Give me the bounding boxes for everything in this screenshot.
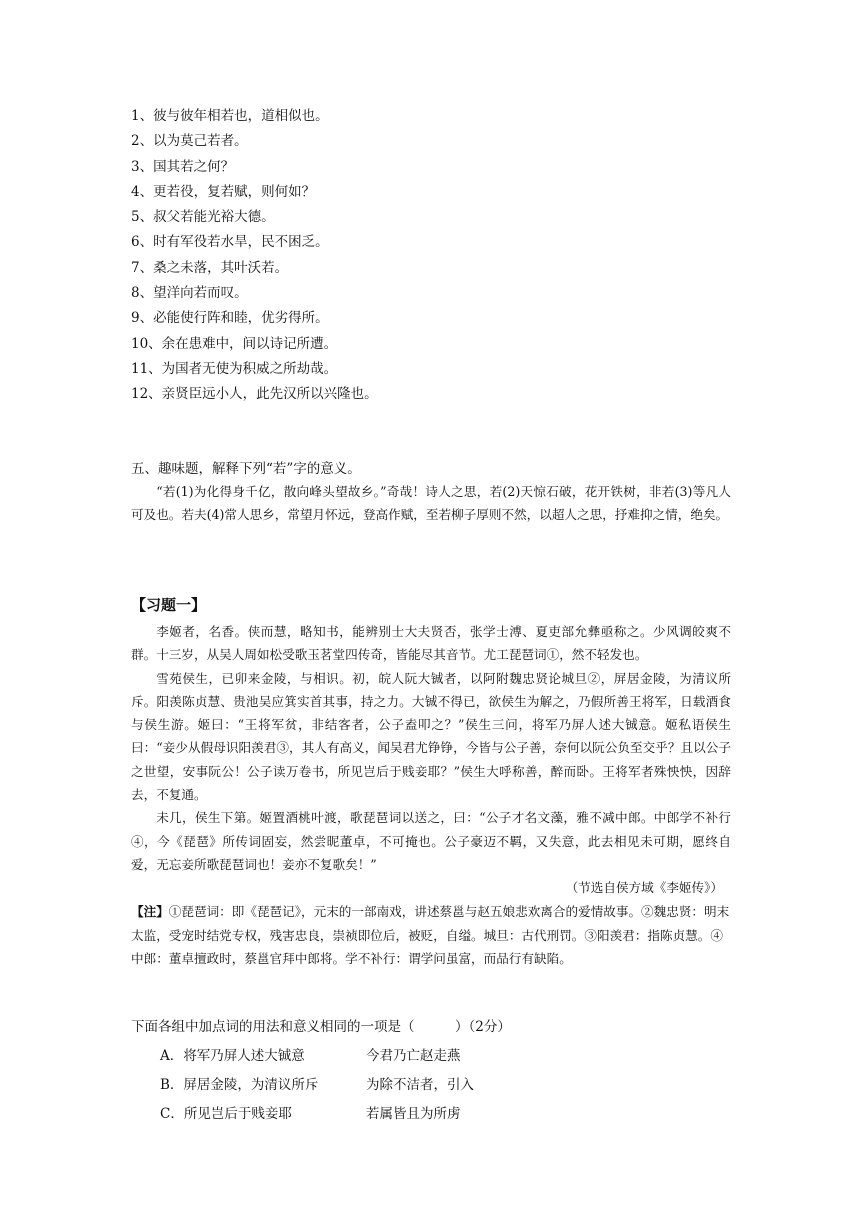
section-heading: 五、趣味题，解释下列“若”字的意义。 <box>131 461 361 477</box>
option-left: C．所见岂后于贱妾耶 <box>160 1106 292 1122</box>
option-left: B．屏居金陵，为清议所斥 <box>160 1077 319 1093</box>
option-a <box>160 1045 461 1067</box>
option-b <box>160 1074 474 1096</box>
exercise-one <box>131 592 731 970</box>
list-item: 10、余在患难中，间以诗记所遭。 <box>131 335 338 352</box>
list-item: 8、望洋向若而叹。 <box>131 285 248 302</box>
list-item: 11、为国者无使为积威之所劫哉。 <box>131 360 338 377</box>
list-item: 9、必能使行阵和睦，优劣得所。 <box>131 310 329 327</box>
passage-paragraph-1: 李姬者，名香。侠而慧，略知书，能辨别士大夫贤否，张学士溥、夏吏部允彝亟称之。少风调皎爽不群。十三岁，从吴人周如松受歌玉茗堂四传奇，皆能尽其音节。尤工琵琶词①，然不轻发也。 <box>131 624 731 663</box>
list-item: 1、彼与彼年相若也，道相似也。 <box>131 108 329 124</box>
option-right: 今君乃亡赵走燕 <box>366 1048 461 1064</box>
passage-source: （节选自侯方域《李姬传》） <box>565 880 723 896</box>
option-right: 为除不洁者，引入 <box>366 1077 474 1093</box>
exercise-title: 【习题一】 <box>131 596 207 614</box>
list-item: 6、时有军役若水旱，民不困乏。 <box>131 234 329 251</box>
option-right: 若属皆且为所虏 <box>366 1106 461 1122</box>
passage-paragraph-2: 雪苑侯生，已卯来金陵，与相识。初，皖人阮大铖者，以阿附魏忠贤论城旦②，屏居金陵，为清议所斥。阳羡陈贞慧、贵池吴应箕实首其事，持之力。大铖不得已，欲侯生为解之，乃假所善王将军，日载酒食与侯生游。姬曰：“王将军贫，非结客者，公子盍叩之？”侯生三问，将军乃屏人述大铖意。姬私语侯生曰：“妾少从假母识阳羡君③，其人有高义，闻吴君尤铮铮，今皆与公子善，奈何以阮公负至交乎？且以公子之世望，安事阮公！公子读万卷书，所见岂后于贱妾耶？”侯生大呼称善，醉而卧。王将军者殊怏怏，因辞去，不复通。 <box>131 670 731 803</box>
section-passage: “若(1)为化得身千亿，散向峰头望故乡。”奇哉！诗人之思，若(2)天惊石破，花开铁树，非若(3)等凡人可及也。若夫(4)常人思乡，常望月怀远，登高作赋，至若柳子厚则不然，以超人之思，抒难抑之情，绝矣。 <box>131 484 731 523</box>
annotation-label: 【注】 <box>131 904 169 920</box>
list-item: 5、叔父若能光裕大德。 <box>131 209 275 226</box>
sentence-list <box>131 104 771 408</box>
list-item: 12、亲贤臣远小人，此先汉所以兴隆也。 <box>131 386 378 403</box>
list-item: 4、更若役，复若赋，则何如？ <box>131 183 316 200</box>
annotation-text: ①琵琶词：即《琵琶记》，元末的一部南戏，讲述蔡邕与赵五娘悲欢离合的爱情故事。②魏忠贤：明末太监，受宠时结党专权，残害忠良，崇祯即位后，被贬，自缢。城旦：古代刑罚。③阳羡君：指陈贞慧。④中郎：董卓擅政时，蔡邕官拜中郎将。学不补行：谓学问虽富，而品行有缺陷。 <box>131 904 730 966</box>
passage-paragraph-3: 未几，侯生下第。姬置酒桃叶渡，歌琵琶词以送之，曰：“公子才名文藻，雅不减中郎。中郎学不补行④，今《琵琶》所传词固妄，然尝昵董卓，不可掩也。公子豪迈不羁，又失意，此去相见未可期，愿终自爱，无忘妾所歌琵琶词也！妾亦不复歌矣！” <box>131 810 731 872</box>
annotation <box>131 900 731 970</box>
option-left: A．将军乃屏人述大铖意 <box>160 1048 305 1064</box>
list-item: 2、以为莫己若者。 <box>131 133 248 150</box>
option-c <box>160 1103 461 1125</box>
list-item: 3、国其若之何？ <box>131 158 235 175</box>
list-item: 7、桑之未落，其叶沃若。 <box>131 259 289 276</box>
question-stem: 下面各组中加点词的用法和意义相同的一项是（ ）（2分） <box>131 1019 511 1035</box>
section-five <box>131 458 731 527</box>
